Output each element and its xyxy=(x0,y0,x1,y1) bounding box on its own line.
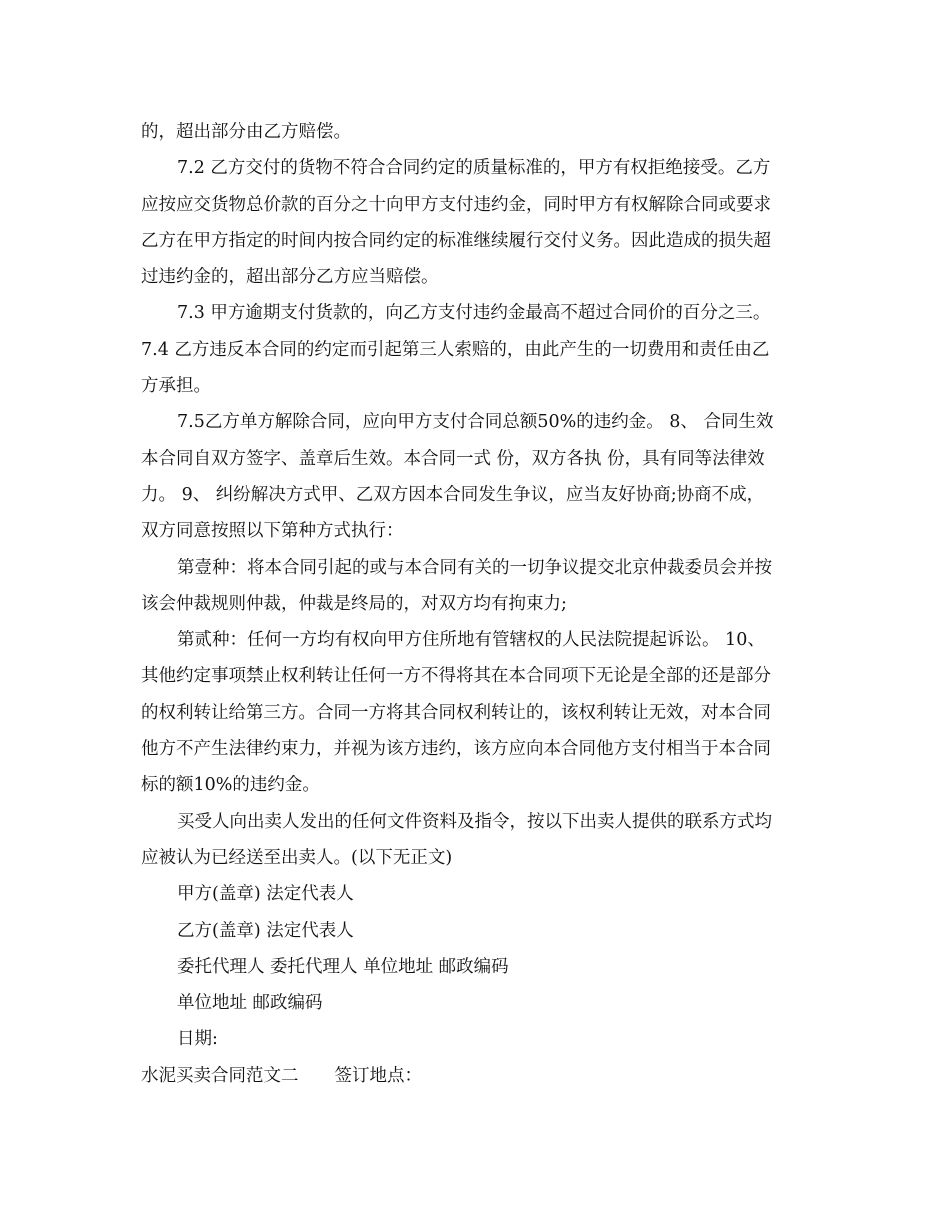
text-line: 本合同自双方签字、盖章后生效。本合同一式 份，双方各执 份，具有同等法律效 xyxy=(141,448,765,469)
address-line: 单位地址 邮政编码 xyxy=(177,993,323,1014)
text-line: 该会仲裁规则仲裁，仲裁是终局的，对双方均有拘束力; xyxy=(141,593,567,614)
date-line: 日期: xyxy=(177,1029,218,1050)
text-line: 过违约金的，超出部分乙方应当赔偿。 xyxy=(141,267,439,288)
text-line: 7.2 乙方交付的货物不符合合同约定的质量标准的，甲方有权拒绝接受。乙方 xyxy=(177,158,771,179)
text-line: 7.5乙方单方解除合同，应向甲方支付合同总额50%的违约金。 8、 合同生效 xyxy=(177,412,774,433)
signature-party-b: 乙方(盖章) 法定代表人 xyxy=(177,920,354,941)
signing-place-label: 签订地点： xyxy=(334,1065,422,1086)
text-line: 买受人向出卖人发出的任何文件资料及指令，按以下出卖人提供的联系方式均 xyxy=(177,811,772,832)
text-line: 方承担。 xyxy=(141,376,211,397)
text-line: 力。 9、 纠纷解决方式甲、乙双方因本合同发生争议，应当友好协商;协商不成， xyxy=(141,484,765,505)
text-line: 应按应交货物总价款的百分之十向甲方支付违约金，同时甲方有权解除合同或要求 xyxy=(141,194,771,215)
text-line: 乙方在甲方指定的时间内按合同约定的标准继续履行交付义务。因此造成的损失超 xyxy=(141,230,771,251)
text-line: 应被认为已经送至出卖人。(以下无正文) xyxy=(141,847,453,868)
footer-line xyxy=(141,1058,813,1094)
document-page xyxy=(141,114,813,1094)
agent-address-line: 委托代理人 委托代理人 单位地址 邮政编码 xyxy=(177,956,509,977)
text-line: 他方不产生法律约束力，并视为该方违约，该方应向本合同他方支付相当于本合同 xyxy=(141,739,771,760)
text-line: 的，超出部分由乙方赔偿。 xyxy=(141,122,351,142)
text-line: 7.3 甲方逾期支付货款的，向乙方支付违约金最高不超过合同价的百分之三。 xyxy=(177,303,771,324)
text-line: 标的额10%的违约金。 xyxy=(141,775,320,796)
text-line: 第贰种：任何一方均有权向甲方住所地有管辖权的人民法院提起诉讼。 10、 xyxy=(177,630,765,651)
contract-title: 水泥买卖合同范文二 xyxy=(141,1065,299,1086)
text-line: 双方同意按照以下第种方式执行： xyxy=(141,521,404,542)
text-line: 其他约定事项禁止权利转让任何一方不得将其在本合同项下无论是全部的还是部分 xyxy=(141,666,771,687)
signature-party-a: 甲方(盖章) 法定代表人 xyxy=(177,884,354,905)
text-line: 第壹种：将本合同引起的或与本合同有关的一切争议提交北京仲裁委员会并按 xyxy=(177,557,772,578)
text-line: 7.4 乙方违反本合同的约定而引起第三人索赔的，由此产生的一切费用和责任由乙 xyxy=(141,339,770,360)
text-line: 的权利转让给第三方。合同一方将其合同权利转让的，该权利转让无效，对本合同 xyxy=(141,702,771,723)
